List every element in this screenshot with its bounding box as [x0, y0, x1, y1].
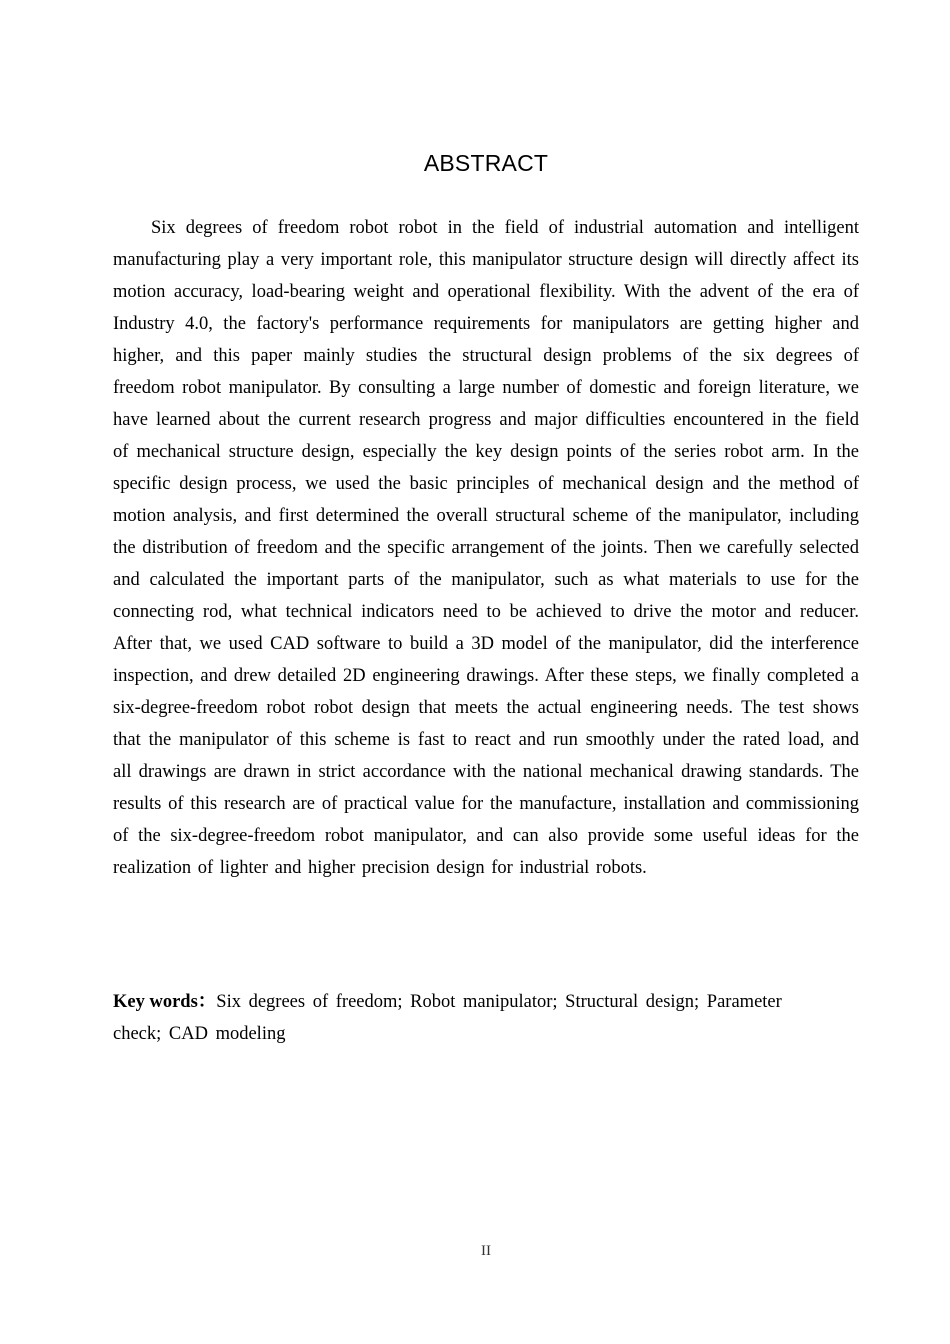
- keywords-section: [113, 986, 833, 1050]
- abstract-title: ABSTRACT: [423, 150, 549, 176]
- abstract-paragraph: Six degrees of freedom robot robot in the field of industrial automation and intelligent manufacturing play a very important role, this manipulator structure design will directly affect its motion accuracy, load-bearing weight and operational flexibility. With the advent of the era of Industry 4.0, the factory's performance requirements for manipulators are getting higher and higher, and this paper mainly studies the structural design problems of the six degrees of freedom robot manipulator. By consulting a large number of domestic and foreign literature, we have learned about the current research progress and major difficulties encountered in the field of mechanical structure design, especially the key design points of the series robot arm. In the specific design process, we used the basic principles of mechanical design and the method of motion analysis, and first determined the overall structural scheme of the manipulator, including the distribution of freedom and the specific arrangement of the joints. Then we carefully selected and calculated the important parts of the manipulator, such as what materials to use for the connecting rod, what technical indicators need to be achieved to drive the motor and reducer. After that, we used CAD software to build a 3D model of the manipulator, did the interference inspection, and drew detailed 2D engineering drawings. After these steps, we finally completed a six-degree-freedom robot robot design that meets the actual engineering needs. The test shows that the manipulator of this scheme is fast to react and run smoothly under the rated load, and all drawings are drawn in strict accordance with the national mechanical drawing standards. The results of this research are of practical value for the manufacture, installation and commissioning of the six-degree-freedom robot manipulator, and can also provide some useful ideas for the realization of lighter and higher precision design for industrial robots.: [113, 218, 859, 878]
- page-number: II: [481, 1243, 491, 1259]
- keywords-label: Key words：: [113, 992, 217, 1012]
- keywords-list: Six degrees of freedom; Robot manipulator; Structural design; Parameter check; CAD modeling: [113, 992, 782, 1044]
